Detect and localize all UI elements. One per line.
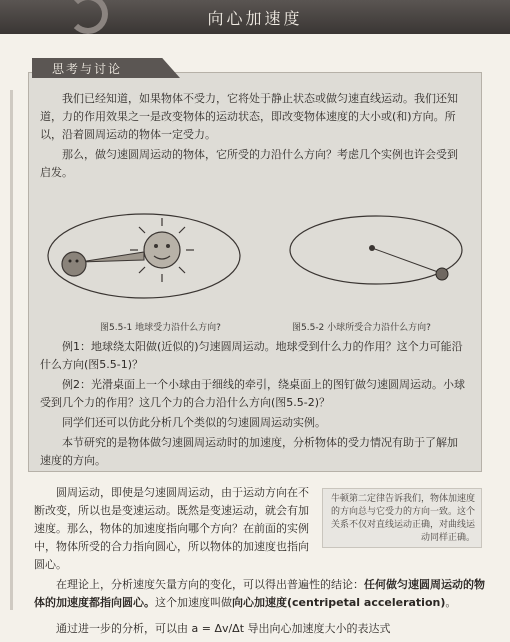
example-3: 同学们还可以仿此分析几个类似的匀速圆周运动实例。 xyxy=(62,416,326,429)
para2-term: 向心加速度(centripetal acceleration) xyxy=(232,596,446,609)
margin-note xyxy=(322,488,482,548)
ball-icon xyxy=(436,268,448,280)
body-paragraph-1 xyxy=(34,484,310,574)
body-paragraph-3-text: 通过进一步的分析，可以由 a = Δv/Δt 导出向心加速度大小的表达式 xyxy=(56,622,391,635)
earth-icon xyxy=(62,252,86,276)
figure-caption-left: 图5.5-1 地球受力沿什么方向? xyxy=(100,323,221,333)
page-edge-shadow xyxy=(10,90,13,610)
ball-string-illustration xyxy=(286,208,466,304)
figure-ball-string xyxy=(286,208,466,304)
think-discuss-text xyxy=(40,90,468,184)
page-title: 向心加速度 xyxy=(207,9,303,28)
margin-note-text: 牛顿第二定律告诉我们，物体加速度的方向总与它受力的方向一致。这个关系不仅对直线运动正确，对曲线运动同样正确。 xyxy=(330,494,475,543)
figure-caption-right: 图5.5-2 小球所受合力沿什么方向? xyxy=(292,323,431,333)
page-header xyxy=(0,0,510,34)
para2-end: 。 xyxy=(445,596,457,609)
examples-text xyxy=(40,338,468,472)
body-paragraph-3 xyxy=(34,620,490,638)
example-2: 例2：光滑桌面上一个小球由于细线的牵引，绕桌面上的图钉做匀速圆周运动。小球受到几个力的作用？这几个力的合力沿什么方向(图5.5-2)？ xyxy=(40,378,465,409)
body-paragraph-2-text xyxy=(34,576,490,612)
string-line xyxy=(372,248,438,272)
body-paragraph-1-text: 圆周运动，即使是匀速圆周运动，由于运动方向在不断改变，所以也是变速运动。既然是变速运动，就会有加速度。那么，物体的加速度指向哪个方向？在前面的实例中，物体所受的合力指向圆心，所以物体的加速度也指向圆心。 xyxy=(34,486,309,571)
figure-earth-sun xyxy=(44,208,244,304)
para2-conclusion: 任何做匀速圆周运动的物体的加速度都指向圆心。 xyxy=(34,578,485,609)
earth-sun-illustration xyxy=(44,208,244,304)
example-1: 例1：地球绕太阳做(近似的)匀速圆周运动。地球受到什么力的作用？这个力可能沿什么方向(图5.5-1)？ xyxy=(40,340,463,371)
think-paragraph-2: 那么，做匀速圆周运动的物体，它所受的力沿什么方向？考虑几个实例也许会受到启发。 xyxy=(40,148,458,179)
sun-icon xyxy=(144,232,180,268)
think-paragraph-1: 我们已经知道，如果物体不受力，它将处于静止状态或做匀速直线运动。我们还知道，力的作用效果之一是改变物体的运动状态，即改变物体速度的大小或(和)方向。所以，沿着圆周运动的物体一定受力。 xyxy=(40,92,458,141)
pull-rope xyxy=(80,252,144,262)
think-discuss-label: 思考与讨论 xyxy=(52,62,123,76)
body-paragraph-2 xyxy=(34,576,490,612)
example-4: 本节研究的是物体做匀速圆周运动时的加速度，分析物体的受力情况有助于了解加速度的方向。 xyxy=(40,436,458,467)
para2-mid: 这个加速度叫做 xyxy=(155,596,232,609)
para2-intro: 在理论上，分析速度矢量方向的变化，可以得出普遍性的结论： xyxy=(56,578,364,591)
